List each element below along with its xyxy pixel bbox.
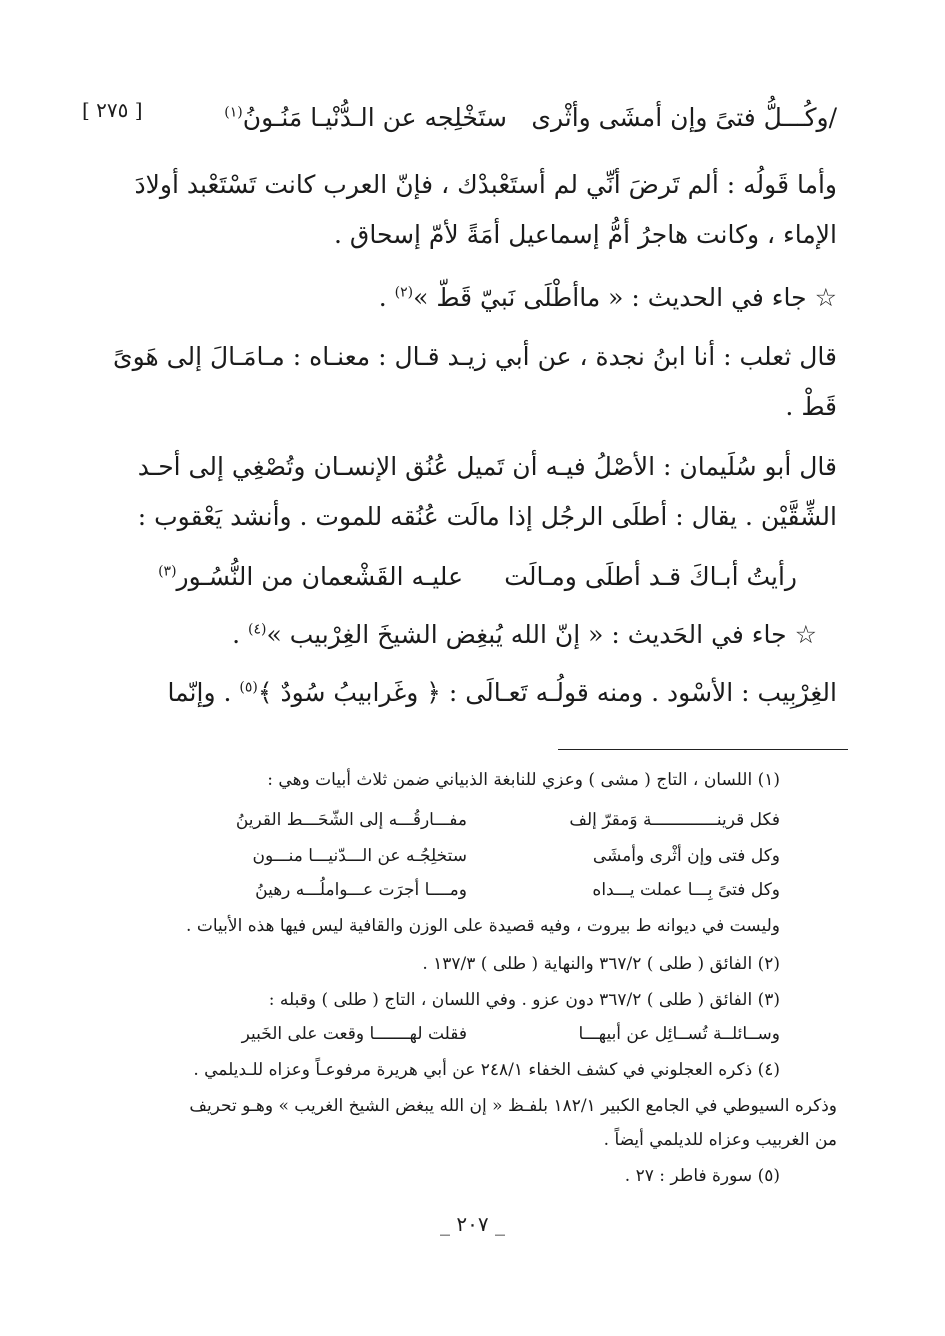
page-number: _ ٢٠٧ _ [440, 1212, 505, 1236]
hadith-line-2: ☆ جاء في الحَديث : « إنّ الله يُبغِض الشيخَ الغِرْبيب »$^{(٤)}$ . [232, 620, 817, 649]
footnote-1: (١) اللسان ، التاج ( مشى ) وعزي للنابغة الذبياني ضمن ثلاث أبيات وهي : [267, 770, 780, 790]
footnote-4-line-2: وذكره السيوطي في الجامع الكبير ١٨٢/١ بلفـظ « إن الله يبغض الشيخ الغريب » وهـو تحريف [189, 1096, 837, 1116]
footnote-1-verse-1-second: مفـــارقُـــه إلى الشّحَـــط القرينُ [235, 810, 467, 830]
footnote-mark-3: (٣) [158, 563, 177, 580]
footnote-mark-5: (٥) [239, 679, 258, 696]
body-line-4: قَطْ . [785, 392, 837, 421]
footnote-mark-1: (١) [224, 104, 243, 121]
footnote-1-verse-1-first: فكل قرينـــــــــــــة وَمقرّ إلف [569, 810, 780, 830]
footnote-mark-4: (٤) [247, 621, 267, 638]
verse1-first-hemistich: /وكُـــلُّ فتىً وإن أمشَى وأثْرى [531, 103, 837, 132]
body-line-7: الغِرْبِيب : الأسْود . ومنه قولُـه تَعـالَى : ﴿ وغَرابيبُ سُودٌ ﴾$^{(٥)}$ . وإنّما [167, 678, 837, 707]
footnote-3: (٣) الفائق ( طلى ) ٣٦٧/٢ دون عزو . وفي اللسان ، التاج ( طلى ) وقبله : [268, 990, 780, 1010]
verse2-second-hemistich: عليـه القَشْعمان من النُّسُـور$^{(٣)}$ [158, 562, 463, 591]
body-line-3: قال ثعلب : أنا ابنُ نجدة ، عن أبي زيـد قـال : معنـاه : مـامَـالَ إلى هَوىً [113, 342, 837, 371]
footnote-3-verse-first: وســائلــة تُســائِل عن أبيهـــا [578, 1024, 780, 1044]
footnote-1-verse-3-second: ومــــا أجرَت عـــواملُـــه رهينُ [255, 880, 467, 900]
footnote-3-verse-second: فقلت لهـــــــا وقعت على الخَبير [241, 1024, 467, 1044]
footnote-separator [558, 749, 848, 750]
footnote-mark-2: (٢) [394, 284, 414, 301]
footnote-1-verse-2-second: ستخلِجُـه عن الـــدّنيـــا منـــون [252, 846, 467, 866]
footnote-1-verse-3-first: وكل فتىً بِـــا عملت يـــداه [592, 880, 780, 900]
footnote-4-line-1: (٤) ذكره العجلوني في كشف الخفاء ٢٤٨/١ عن أبي هريرة مرفوعـاً وعزاه للـديلمي . [193, 1060, 780, 1080]
footnote-5: (٥) سورة فاطر : ٢٧ . [624, 1166, 780, 1186]
body-line-5: قال أبو سُلَيمان : الأصْلُ فيـه أن تَميل عُنُق الإنسـان وتُصْغِي إلى أحـد [137, 452, 837, 481]
body-line-2: الإماء ، وكانت هاجرُ أمُّ إسماعيل أمَةً لأمّ إسحاق . [334, 220, 837, 249]
body-line-1: وأما قَولُه : ألم تَرضَ أنِّي لم أستَعْبدْك ، فإنّ العرب كانت تَسْتَعْبد أولادَ [134, 170, 837, 199]
footnote-1-note: وليست في ديوانه ط بيروت ، وفيه قصيدة على الوزن والقافية ليس فيها هذه الأبيات . [186, 916, 780, 936]
footnote-4-line-3: من الغربيب وعزاه للديلمي أيضاً . [603, 1130, 837, 1150]
hadith-line-1: ☆ جاء في الحديث : « ماأطْلَى نَبيّ قَطّ »$^{(٢)}$ . [378, 283, 837, 312]
verse1-second-hemistich: ستَخْلِجه عن الـدُّنْيـا مَنُـونُ$^{(١)}$ [224, 103, 507, 132]
footnote-1-verse-2-first: وكل فتى وإن أثْرى وأمشَى [592, 846, 780, 866]
footnote-2: (٢) الفائق ( طلى ) ٣٦٧/٢ والنهاية ( طلى ) ١٣٧/٣ . [422, 954, 780, 974]
entry-number: [ ٢٧٥ ] [82, 98, 143, 122]
verse2-first-hemistich: رأيتُ أبـاكَ قـد أطلَى ومـالَت [504, 562, 797, 591]
body-line-6: الشِّقَّيْن . يقال : أطلَى الرجُل إذا مالَت عُنُقه للموت . وأنشد يَعْقوب : [137, 502, 837, 531]
